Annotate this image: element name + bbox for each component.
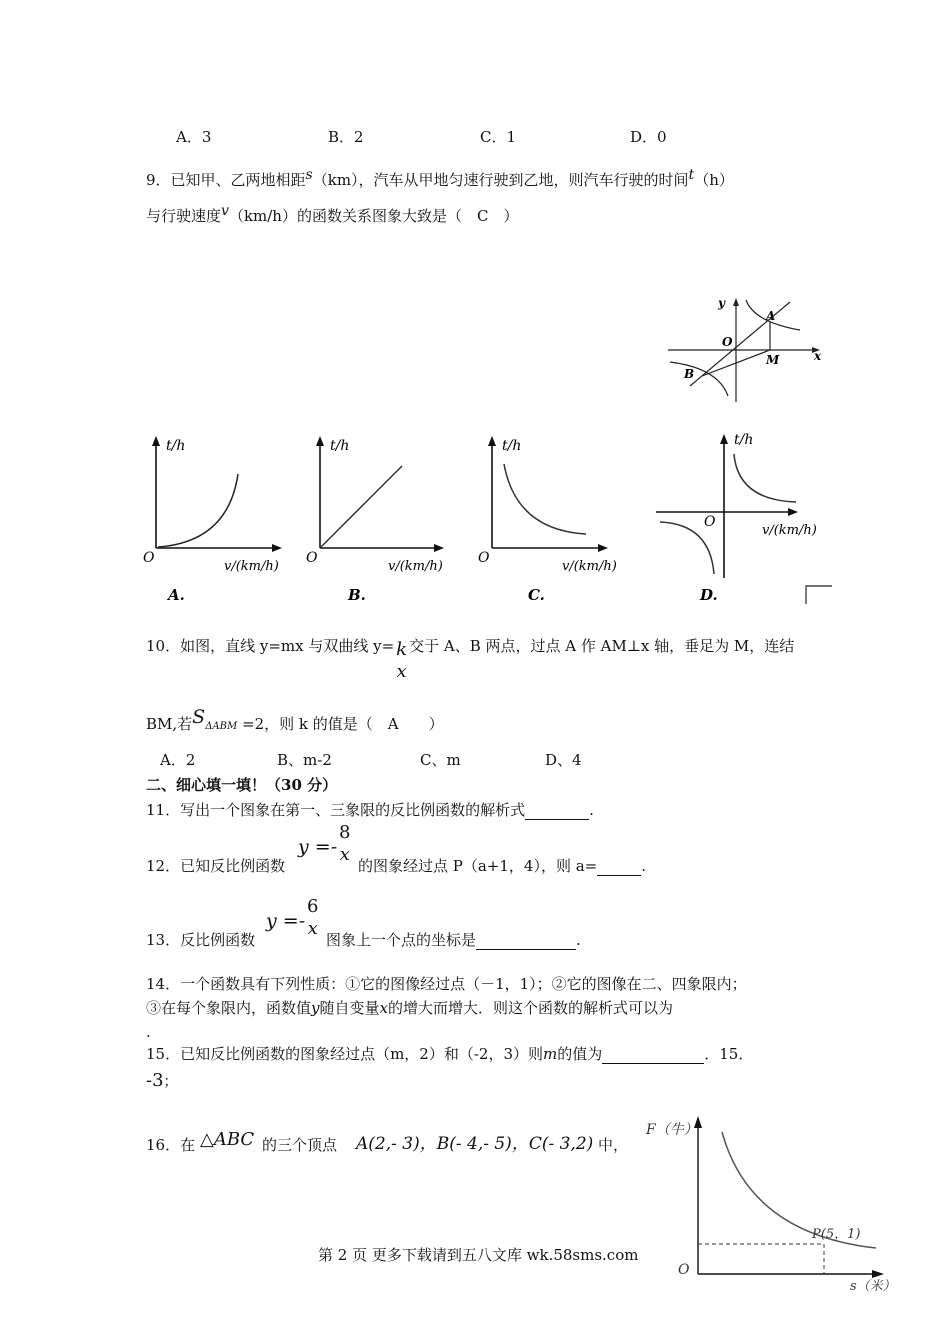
q9-graph-c xyxy=(478,436,617,604)
svg-text:v/(km/h): v/(km/h) xyxy=(762,523,817,538)
svg-text:s（米）: s（米） xyxy=(850,1279,896,1294)
q9-line2: 与行驶速度$^v$（km/h）的函数关系图象大致是（ C ） xyxy=(146,203,519,225)
q14-line2: ③在每个象限内，函数值y随自变量x的增大而增大．则这个函数的解析式可以为 xyxy=(146,999,673,1017)
svg-text:O: O xyxy=(478,550,490,566)
fs-graph xyxy=(640,1110,902,1296)
q9-graph-b xyxy=(306,436,444,604)
svg-text:v/(km/h): v/(km/h) xyxy=(562,559,617,574)
svg-text:t/h: t/h xyxy=(330,438,350,454)
svg-text:O: O xyxy=(143,550,155,566)
svg-text:F（牛）: F（牛） xyxy=(646,1122,698,1138)
q10-line2: BM,若SΔABM =2，则 k 的值是（ A ） xyxy=(146,706,444,733)
q9-line-b xyxy=(320,466,402,548)
svg-text:v/(km/h): v/(km/h) xyxy=(224,559,279,574)
svg-text:O: O xyxy=(704,514,716,530)
q12-rest: 的图象经过点 P（a+1，4），则 a= . xyxy=(358,857,647,875)
q10-label-m: M xyxy=(766,353,780,367)
svg-text:D.: D. xyxy=(700,586,718,604)
q10-label-x: x xyxy=(814,349,822,363)
svg-text:t/h: t/h xyxy=(502,438,522,454)
q9-line1: 9．已知甲、乙两地相距$^s$（km），汽车从甲地匀速行驶到乙地，则汽车行驶的时间$^t$（h） xyxy=(146,167,734,189)
q16-triangle: △ABC xyxy=(200,1129,255,1150)
q16-b: 的三个顶点 xyxy=(262,1136,338,1154)
q9-curve-c xyxy=(504,464,586,534)
q13-fraction: 6 x xyxy=(307,896,319,939)
q9-graphs xyxy=(138,430,838,610)
q10-label-o: O xyxy=(722,335,733,349)
svg-text:B.: B. xyxy=(348,586,366,604)
q15-answer: -3； xyxy=(146,1070,178,1091)
q12-fraction: 8 x xyxy=(339,822,351,865)
q16-a: 16．在 xyxy=(146,1136,196,1154)
q10-option-c: C、m xyxy=(420,751,461,769)
q12-text: 12．已知反比例函数 xyxy=(146,857,286,875)
q10-option-d: D、4 xyxy=(545,751,582,769)
q13-rest: 图象上一个点的坐标是 . xyxy=(326,931,581,949)
q9-curve-a xyxy=(158,474,238,547)
svg-text:C.: C. xyxy=(528,586,545,604)
svg-text:t/h: t/h xyxy=(166,438,186,454)
q10-y-arrow xyxy=(733,298,739,306)
q11: 11．写出一个图象在第一、三象限的反比例函数的解析式 . xyxy=(146,801,594,819)
q10-label-y: y xyxy=(718,296,725,310)
q15-line1: 15．已知反比例函数的图象经过点（m，2）和（-2，3）则m的值为 ．15． xyxy=(146,1045,754,1063)
q14-line3: . xyxy=(146,1023,151,1041)
svg-text:O: O xyxy=(678,1262,690,1278)
q9-graph-a xyxy=(143,436,282,604)
q14-line1: 14．一个函数具有下列性质：①它的图像经过点（－1，1）；②它的图像在二、四象限内； xyxy=(146,975,747,993)
corner-mark xyxy=(806,586,832,604)
q8-option-c: C．1 xyxy=(480,128,517,146)
q12-y: y =- xyxy=(298,836,338,858)
q10-label-b: B xyxy=(684,367,695,381)
q13-text: 13．反比例函数 xyxy=(146,931,256,949)
svg-text:A.: A. xyxy=(168,586,185,604)
footer: 第 2 页 更多下载请到五八文库 wk.58sms.com xyxy=(318,1246,639,1264)
svg-text:t/h: t/h xyxy=(734,432,754,448)
q10-figure xyxy=(662,292,830,404)
q10-option-a: A．2 xyxy=(160,751,196,769)
svg-text:P(5，1): P(5，1) xyxy=(812,1227,861,1242)
q8-option-b: B．2 xyxy=(328,128,364,146)
q10-line1: 10．如图，直线 y=mx 与双曲线 y= k x 交于 A、B 两点，过点 A 作 AM⊥x 轴，垂足为 M，连结 xyxy=(146,637,795,682)
q8-option-d: D．0 xyxy=(630,128,667,146)
q10-option-b: B、m-2 xyxy=(277,751,332,769)
q13-y: y =- xyxy=(266,910,306,932)
section2-title: 二、细心填一填！（30 分） xyxy=(146,776,338,794)
q8-option-a: A．3 xyxy=(176,128,212,146)
svg-text:v/(km/h): v/(km/h) xyxy=(388,559,443,574)
q9-graph-d xyxy=(656,432,817,604)
svg-text:O: O xyxy=(306,550,318,566)
q16-points: A(2,- 3)，B(- 4,- 5)，C(- 3,2) xyxy=(356,1134,594,1154)
q9-curve-d-q1 xyxy=(734,454,796,502)
q10-label-a: A xyxy=(766,309,776,323)
q16-c: 中， xyxy=(598,1136,629,1154)
